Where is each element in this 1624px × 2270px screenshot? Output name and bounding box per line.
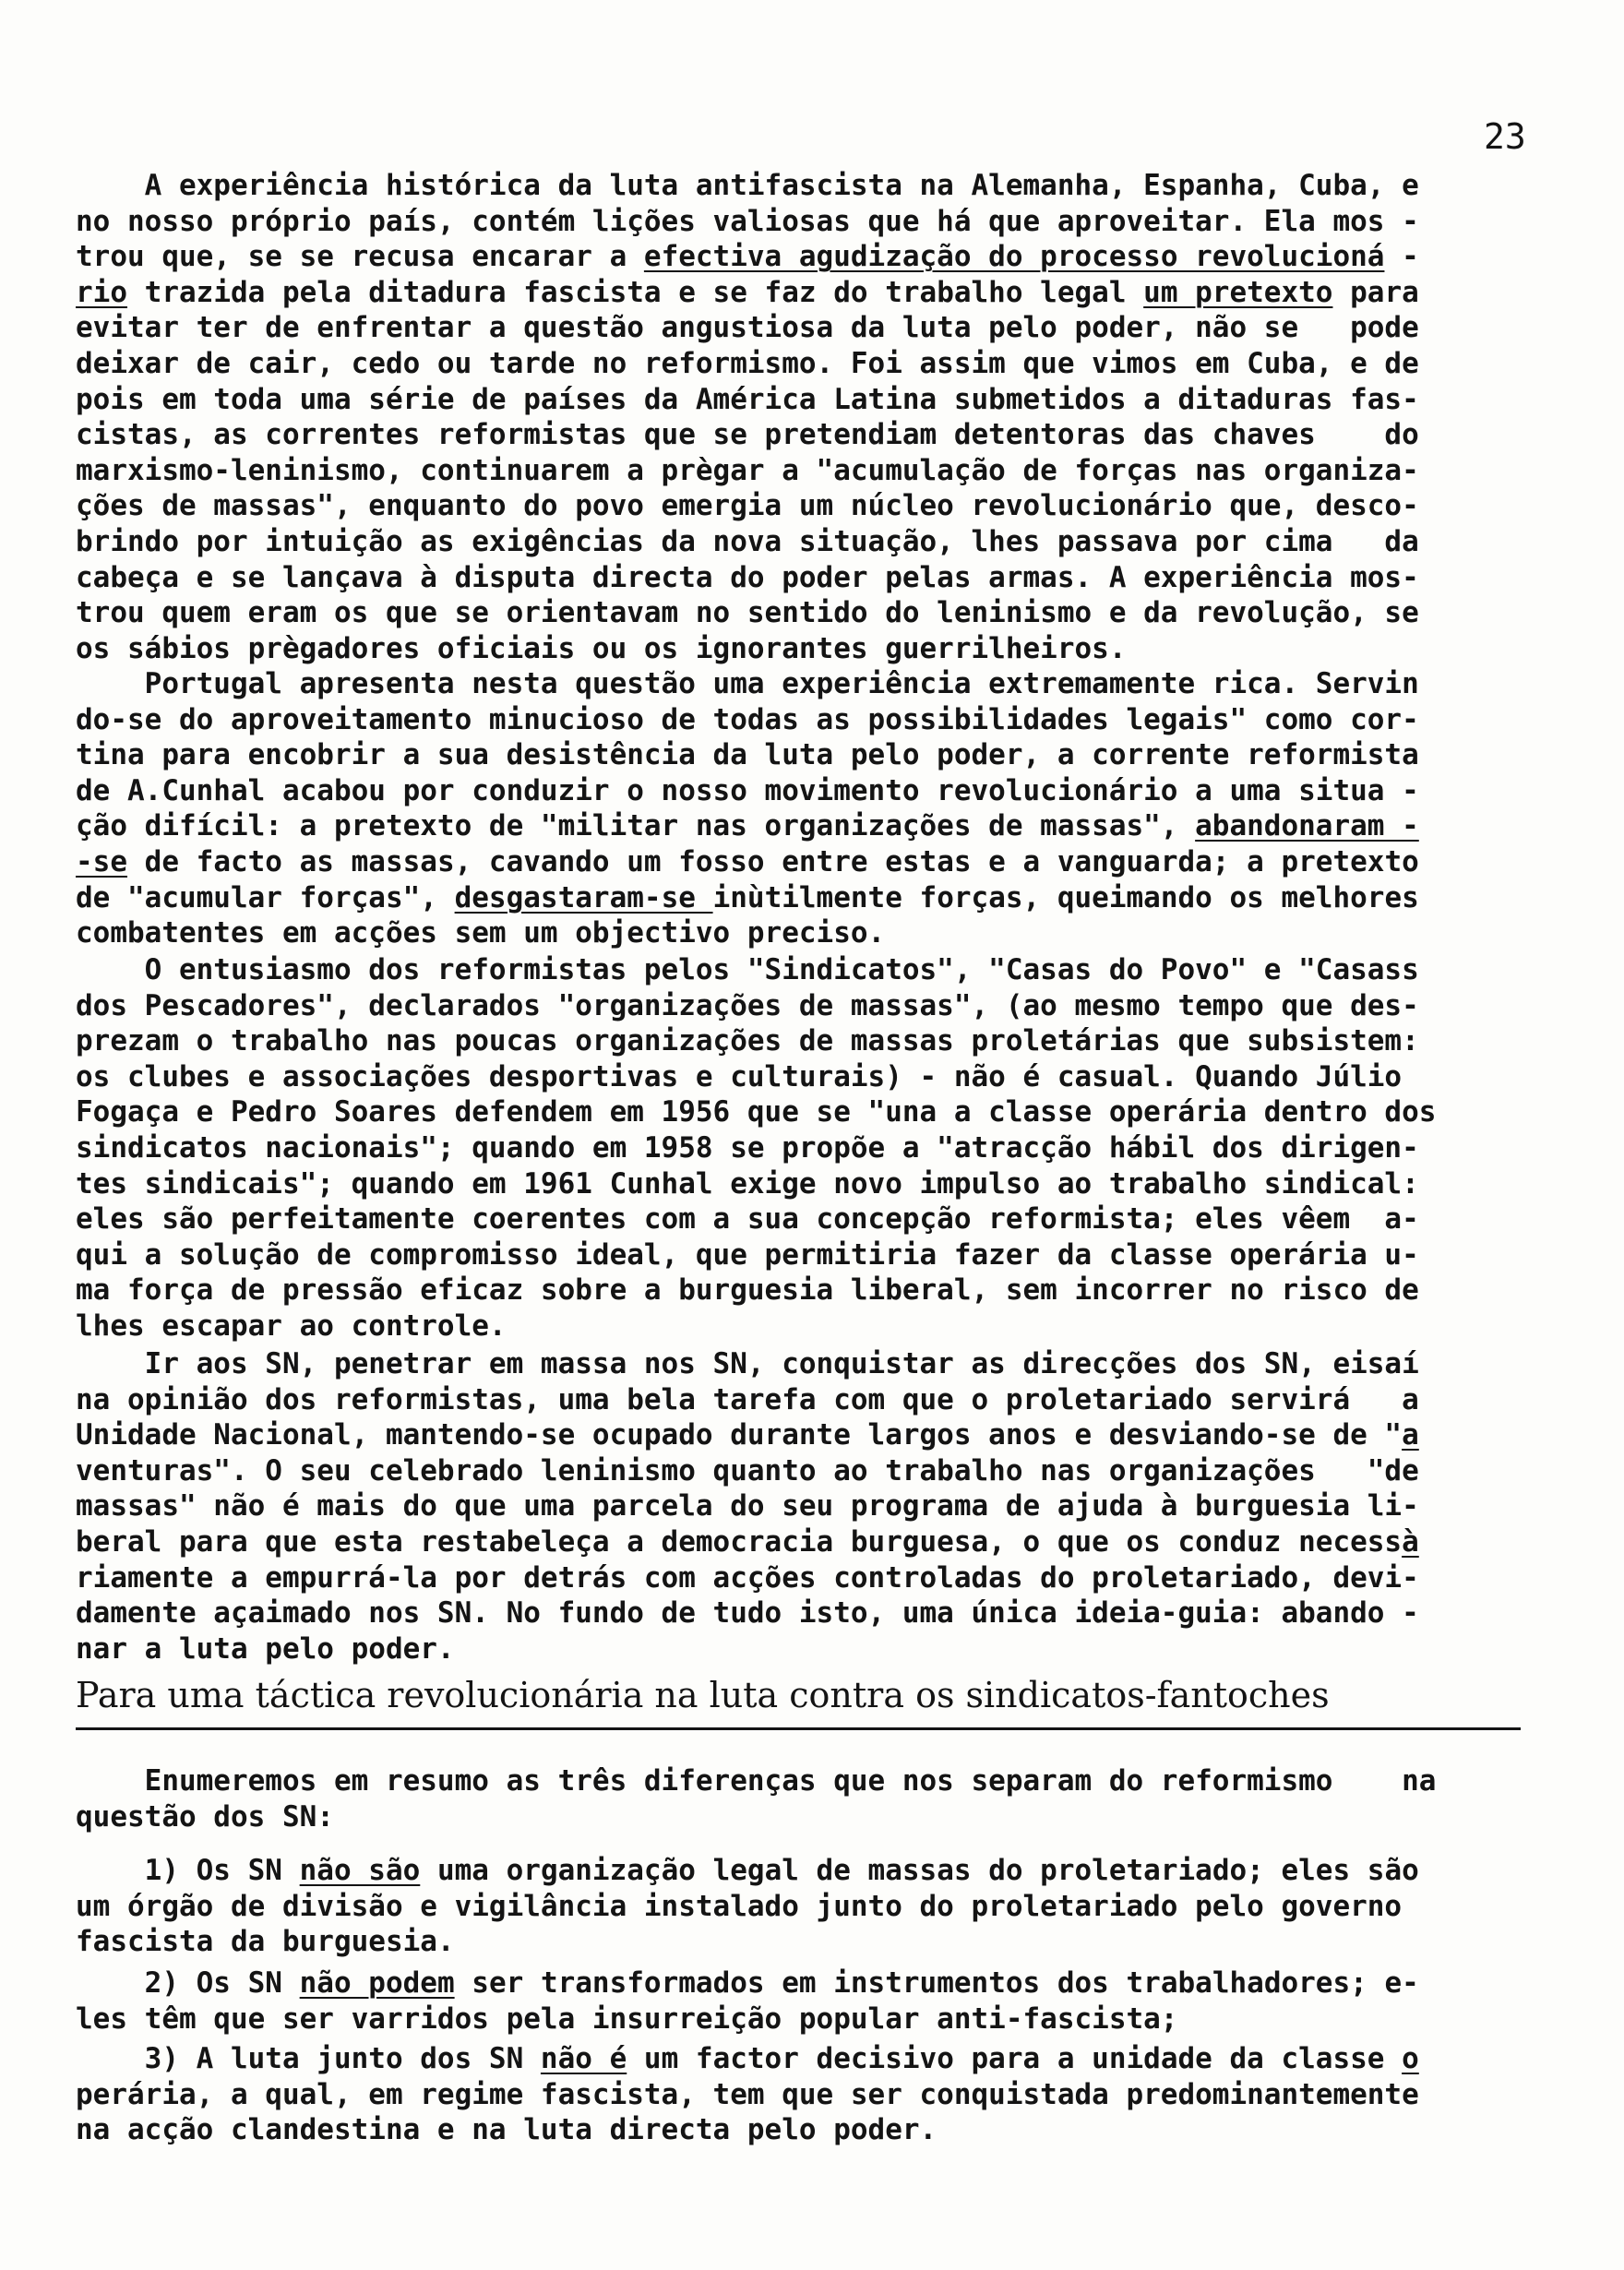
text-line — [76, 1853, 1541, 1889]
text-line — [76, 1488, 1541, 1524]
text-segment: massas" não é mais do que uma parcela do seu programa de ajuda à burguesia li- — [76, 1489, 1419, 1523]
text-segment: venturas". O seu celebrado leninismo quanto ao trabalho nas organizações "de — [76, 1453, 1419, 1487]
text-segment: beral para que esta restabeleça a democracia burguesa, o que os conduz necess — [76, 1524, 1403, 1559]
text-line — [76, 1417, 1541, 1453]
text-segment: na acção clandestina e na luta directa pelo poder. — [76, 2113, 937, 2147]
text-line — [76, 1201, 1541, 1237]
underlined-text: rio — [76, 275, 127, 309]
text-segment: no nosso próprio país, contém lições valiosas que há que aproveitar. Ela mos - — [76, 204, 1419, 238]
text-line — [76, 952, 1541, 988]
paragraph-enumeration-intro — [76, 1763, 1541, 1834]
text-line — [76, 844, 1541, 880]
underlined-text: à — [1402, 1524, 1419, 1559]
text-line — [76, 275, 1541, 311]
text-segment: - — [1384, 240, 1419, 274]
text-line — [76, 1166, 1541, 1202]
paragraph-antifascist-experience — [76, 168, 1541, 666]
text-line — [76, 988, 1541, 1024]
text-segment: de facto as massas, cavando um fosso entre estas e a vanguarda; a pretexto — [127, 844, 1419, 878]
text-segment: evitar ter de enfrentar a questão angustiosa da luta pelo poder, não se pode — [76, 311, 1419, 345]
text-segment: eles são perfeitamente coerentes com a sua concepção reformista; eles vêem a- — [76, 1202, 1419, 1237]
text-line — [76, 880, 1541, 916]
text-segment: 3) A luta junto dos SN — [76, 2042, 541, 2075]
paragraph-going-to-sn — [76, 1346, 1541, 1667]
text-line — [76, 560, 1541, 596]
list-item-2 — [76, 1965, 1541, 2037]
text-segment: ser transformados em instrumentos dos trabalhadores; e- — [454, 1966, 1419, 2000]
text-segment: ma força de pressão eficaz sobre a burguesia liberal, sem incorrer no risco de — [76, 1273, 1419, 1308]
text-segment: 1) Os SN — [76, 1854, 300, 1887]
text-line — [76, 310, 1541, 346]
page-number: 23 — [1484, 116, 1526, 157]
text-segment: O entusiasmo dos reformistas pelos "Sindicatos", "Casas do Povo" e "Casass — [76, 953, 1419, 986]
text-line — [76, 1799, 1541, 1835]
text-line — [76, 417, 1541, 453]
underlined-text: abandonaram - — [1195, 809, 1419, 843]
text-segment: nar a luta pelo poder. — [76, 1631, 455, 1666]
text-segment: questão dos SN: — [76, 1799, 334, 1834]
heading-underline — [76, 1727, 1521, 1730]
text-line — [76, 1272, 1541, 1308]
text-line — [76, 1763, 1541, 1799]
text-line — [76, 453, 1541, 489]
text-segment: damente açaimado nos SN. No fundo de tudo isto, uma única ideia-guia: abando - — [76, 1596, 1419, 1631]
text-segment: para — [1332, 275, 1419, 309]
text-line — [76, 1346, 1541, 1382]
text-segment: uma organização legal de massas do proletariado; eles são — [420, 1854, 1419, 1887]
text-segment: marxismo-leninismo, continuarem a prègar a "acumulação de forças nas organiza- — [76, 453, 1419, 487]
text-segment: um órgão de divisão e vigilância instalado junto do proletariado pelo governo — [76, 1889, 1403, 1923]
text-segment: sindicatos nacionais"; quando em 1958 se propõe a "atracção hábil dos dirigen- — [76, 1130, 1419, 1165]
text-line — [76, 1965, 1541, 2001]
text-line — [76, 1130, 1541, 1166]
text-line — [76, 2112, 1541, 2148]
text-segment: deixar de cair, cedo ou tarde no reformismo. Foi assim que vimos em Cuba, e de — [76, 346, 1419, 380]
text-line — [76, 737, 1541, 773]
text-line — [76, 2001, 1541, 2037]
text-segment: do-se do aproveitamento minucioso de todas as possibilidades legais" como cor- — [76, 702, 1419, 736]
text-line — [76, 1308, 1541, 1344]
paragraph-reformist-enthusiasm — [76, 952, 1541, 1344]
text-segment: brindo por intuição as exigências da nova situação, lhes passava por cima da — [76, 524, 1419, 558]
text-line — [76, 773, 1541, 809]
list-item-3 — [76, 2041, 1541, 2148]
text-segment: les têm que ser varridos pela insurreição popular anti-fascista; — [76, 2001, 1178, 2036]
paragraph-portugal — [76, 666, 1541, 951]
text-segment: cistas, as correntes reformistas que se pretendiam detentoras das chaves do — [76, 418, 1419, 452]
text-segment: combatentes em acções sem um objectivo preciso. — [76, 916, 886, 950]
text-line — [76, 808, 1541, 844]
text-segment: tina para encobrir a sua desistência da luta pelo poder, a corrente reformista — [76, 738, 1419, 772]
text-line — [76, 1453, 1541, 1489]
text-segment: um factor decisivo para a unidade da classe — [627, 2042, 1403, 2075]
list-item-1 — [76, 1853, 1541, 1960]
text-segment: Unidade Nacional, mantendo-se ocupado durante largos anos e desviando-se de " — [76, 1418, 1403, 1452]
text-segment: trou que, se se recusa encarar a — [76, 240, 644, 274]
text-segment: qui a solução de compromisso ideal, que permitiria fazer da classe operária u- — [76, 1237, 1419, 1272]
underlined-text: efectiva agudização do processo revolucioná — [643, 240, 1385, 274]
text-segment: Portugal apresenta nesta questão uma experiência extremamente rica. Servin — [76, 667, 1419, 700]
text-segment: de A.Cunhal acabou por conduzir o nosso movimento revolucionário a uma situa - — [76, 773, 1419, 807]
text-segment: Fogaça e Pedro Soares defendem em 1956 que se "una a classe operária dentro dos — [76, 1095, 1437, 1129]
text-segment: 2) Os SN — [76, 1966, 300, 2000]
text-line — [76, 1059, 1541, 1095]
text-line — [76, 1023, 1541, 1059]
text-segment: fascista da burguesia. — [76, 1925, 455, 1959]
text-segment: ção difícil: a pretexto de "militar nas organizações de massas", — [76, 809, 1196, 843]
text-line — [76, 1237, 1541, 1273]
text-line — [76, 204, 1541, 240]
text-segment: perária, a qual, em regime fascista, tem que ser conquistada predominantemente — [76, 2077, 1419, 2111]
underlined-text: um pretexto — [1143, 275, 1333, 309]
section-heading: Para uma táctica revolucionária na luta contra os sindicatos-fantoches — [76, 1675, 1330, 1715]
text-segment: cabeça e se lançava à disputa directa do poder pelas armas. A experiência mos- — [76, 560, 1419, 594]
text-line — [76, 915, 1541, 951]
text-segment: A experiência histórica da luta antifascista na Alemanha, Espanha, Cuba, e — [76, 169, 1419, 202]
text-line — [76, 631, 1541, 667]
text-line — [76, 1382, 1541, 1418]
underlined-text: não são — [299, 1854, 421, 1887]
underlined-text: -se — [76, 844, 127, 878]
text-segment: de "acumular forças", — [76, 880, 455, 914]
text-line — [76, 346, 1541, 382]
text-segment: os sábios prègadores oficiais ou os ignorantes guerrilheiros. — [76, 631, 1127, 665]
text-segment: prezam o trabalho nas poucas organizações de massas proletárias que subsistem: — [76, 1024, 1419, 1058]
text-line — [76, 2077, 1541, 2113]
text-line — [76, 488, 1541, 524]
text-segment: riamente a empurrá-la por detrás com acções controladas do proletariado, devi- — [76, 1560, 1419, 1595]
underlined-text: não é — [540, 2042, 627, 2075]
text-line — [76, 168, 1541, 204]
text-segment: Enumeremos em resumo as três diferenças que nos separam do reformismo na — [76, 1764, 1437, 1798]
text-line — [76, 1524, 1541, 1560]
text-line — [76, 666, 1541, 702]
text-line — [76, 1889, 1541, 1925]
text-line — [76, 239, 1541, 275]
text-segment: tes sindicais"; quando em 1961 Cunhal exige novo impulso ao trabalho sindical: — [76, 1166, 1419, 1201]
underlined-text: o — [1402, 2042, 1419, 2075]
text-line — [76, 524, 1541, 560]
text-line — [76, 1631, 1541, 1667]
text-segment: dos Pescadores", declarados "organizações de massas", (ao mesmo tempo que des- — [76, 988, 1419, 1022]
text-segment: trazida pela ditadura fascista e se faz do trabalho legal — [127, 275, 1144, 309]
text-line — [76, 382, 1541, 418]
underlined-text: desgastaram-se — [454, 880, 713, 914]
text-line — [76, 702, 1541, 738]
text-line — [76, 595, 1541, 631]
underlined-text: não podem — [299, 1966, 455, 2000]
text-line — [76, 1924, 1541, 1960]
text-segment: os clubes e associações desportivas e culturais) - não é casual. Quando Júlio — [76, 1059, 1403, 1093]
text-segment: trou quem eram os que se orientavam no sentido do leninismo e da revolução, se — [76, 596, 1419, 630]
text-segment: lhes escapar ao controle. — [76, 1308, 507, 1343]
text-segment: Ir aos SN, penetrar em massa nos SN, conquistar as direcções dos SN, eisaí — [76, 1347, 1419, 1380]
text-line — [76, 1560, 1541, 1596]
text-line — [76, 2041, 1541, 2077]
text-line — [76, 1094, 1541, 1130]
text-segment: ções de massas", enquanto do povo emergia um núcleo revolucionário que, desco- — [76, 489, 1419, 523]
text-segment: inùtilmente forças, queimando os melhores — [712, 880, 1419, 914]
text-segment: pois em toda uma série de países da América Latina submetidos a ditaduras fas- — [76, 382, 1419, 416]
text-segment: na opinião dos reformistas, uma bela tarefa com que o proletariado servirá a — [76, 1382, 1419, 1416]
text-line — [76, 1595, 1541, 1631]
underlined-text: a — [1402, 1418, 1419, 1452]
